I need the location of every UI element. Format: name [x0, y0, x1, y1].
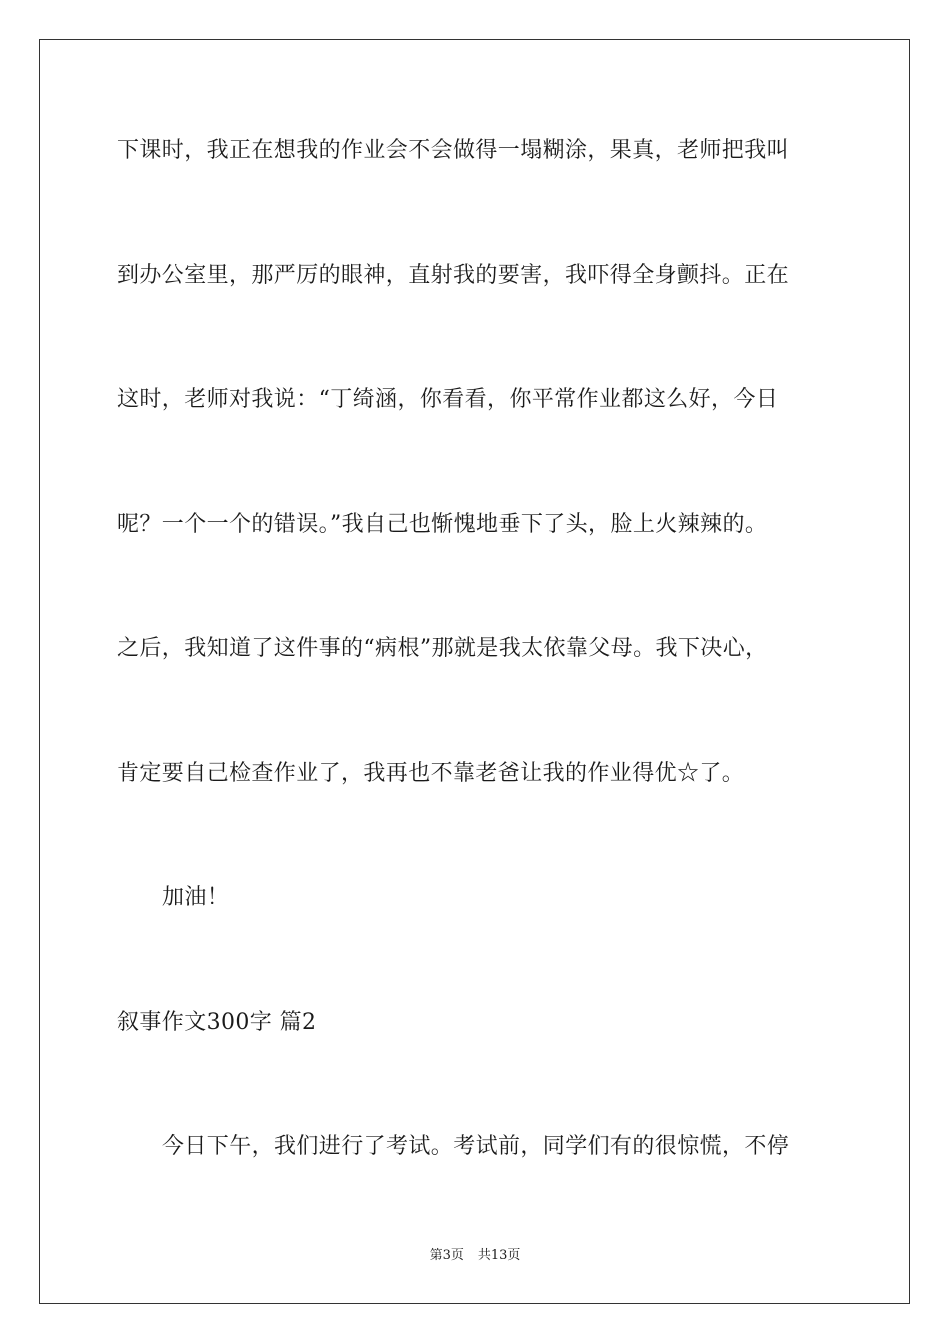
paragraph-line: 之后，我知道了这件事的“病根”那就是我太依靠父母。我下决心， — [117, 636, 768, 661]
section-heading: 叙事作文300字 篇2 — [117, 1010, 317, 1035]
paragraph-line: 肯定要自己检查作业了，我再也不靠老爸让我的作业得优☆了。 — [117, 761, 745, 786]
page-footer — [0, 1247, 950, 1265]
paragraph-line: 呢？一个一个的错误。”我自己也惭愧地垂下了头，脸上火辣辣的。 — [117, 512, 768, 537]
page-frame — [39, 39, 910, 1304]
paragraph-line: 加油！ — [162, 885, 230, 910]
paragraph-line: 下课时，我正在想我的作业会不会做得一塌糊涂，果真，老师把我叫 — [117, 138, 790, 163]
paragraph-line: 这时，老师对我说：“丁绮涵，你看看，你平常作业都这么好，今日 — [117, 387, 779, 412]
page-total: 共13页 — [477, 1248, 521, 1263]
page-number: 第3页 — [429, 1248, 464, 1263]
paragraph-line: 今日下午，我们进行了考试。考试前，同学们有的很惊慌，不停 — [162, 1134, 790, 1159]
paragraph-line: 到办公室里，那严厉的眼神，直射我的要害，我吓得全身颤抖。正在 — [117, 263, 790, 288]
